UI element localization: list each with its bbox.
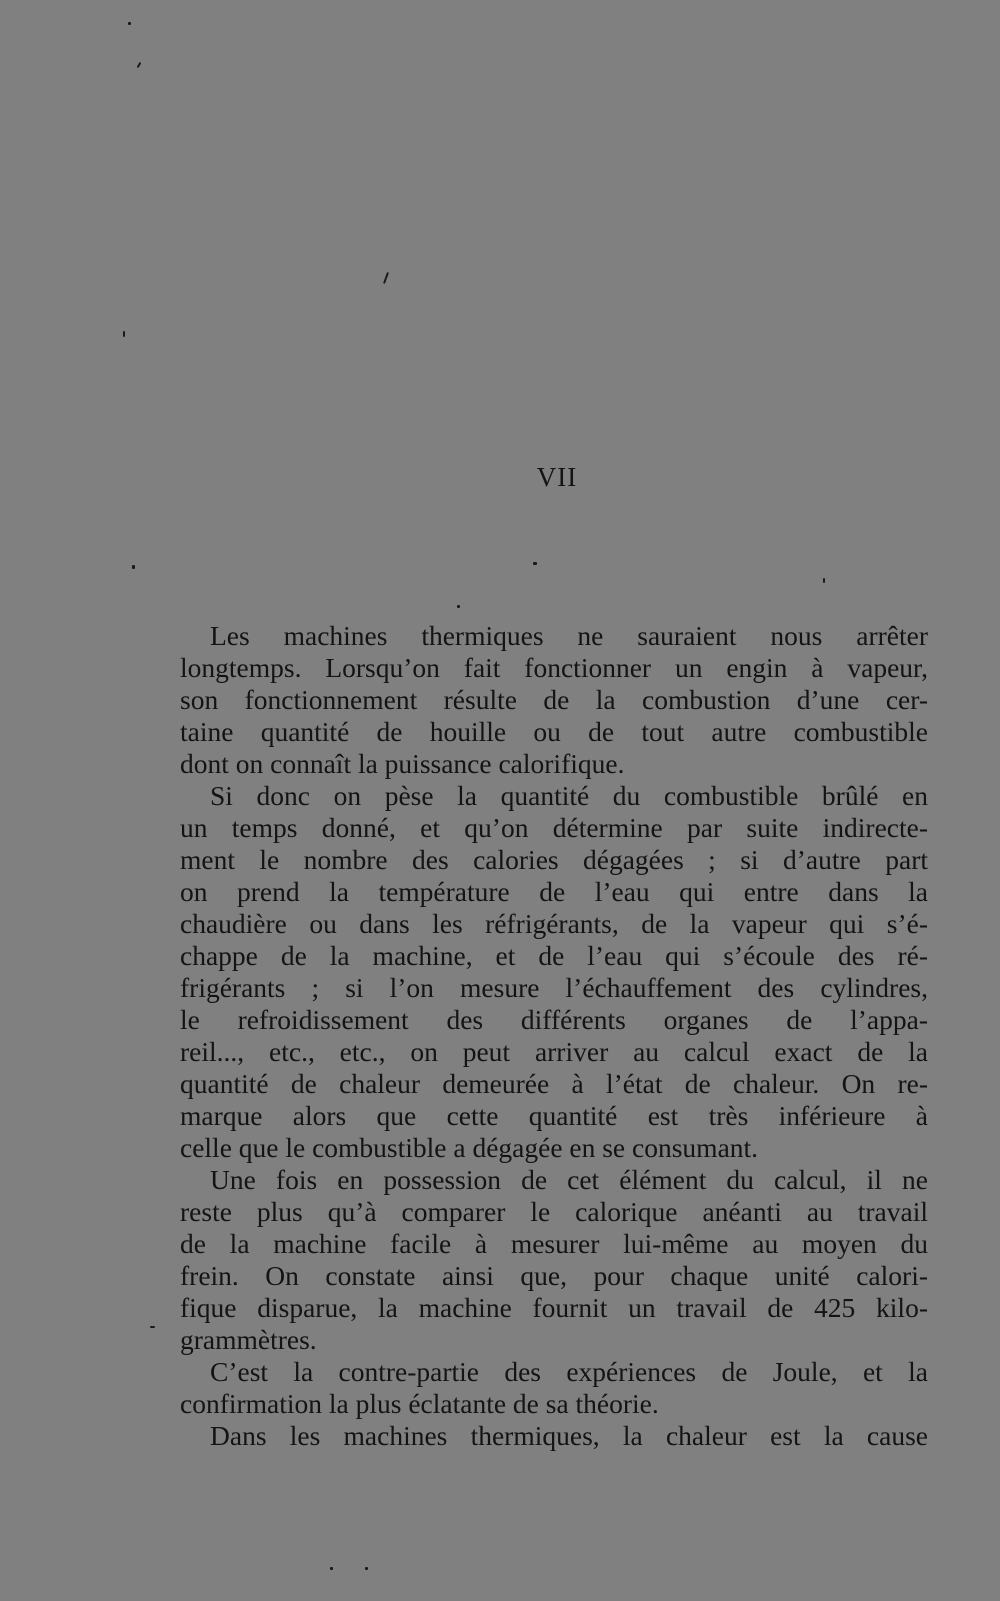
text-line: quantité de chaleur demeurée à l’état de chaleur. On re- xyxy=(180,1068,928,1099)
scan-speck xyxy=(533,562,537,565)
text-line: Si donc on pèse la quantité du combustible brûlé en xyxy=(210,780,928,811)
scan-speck xyxy=(150,1326,155,1328)
text-line: de la machine facile à mesurer lui-même au moyen du xyxy=(180,1228,928,1259)
text-line: ment le nombre des calories dégagées ; si d’autre part xyxy=(180,844,928,875)
text-line: celle que le combustible a dégagée en se consumant. xyxy=(180,1132,759,1163)
text-line: frigérants ; si l’on mesure l’échauffement des cylindres, xyxy=(180,972,928,1003)
scan-speck xyxy=(137,62,142,68)
text-line: Les machines thermiques ne sauraient nous arrêter xyxy=(210,620,928,651)
text-line: le refroidissement des différents organes de l’appa- xyxy=(180,1004,928,1035)
text-line: fique disparue, la machine fournit un travail de 425 kilo- xyxy=(180,1292,928,1323)
text-line: taine quantité de houille ou de tout autre combustible xyxy=(180,716,928,747)
scan-speck xyxy=(823,578,825,583)
text-line: frein. On constate ainsi que, pour chaque unité calori- xyxy=(180,1260,928,1291)
scan-speck xyxy=(330,1567,333,1570)
text-line: un temps donné, et qu’on détermine par suite indirecte- xyxy=(180,812,928,843)
scan-speck xyxy=(123,331,125,337)
text-line: Dans les machines thermiques, la chaleur est la cause xyxy=(210,1420,928,1451)
scan-speck xyxy=(365,1567,368,1570)
text-line: dont on connaît la puissance calorifique. xyxy=(180,748,625,779)
text-line: reil..., etc., etc., on peut arriver au calcul exact de la xyxy=(180,1036,928,1067)
body-text xyxy=(180,620,928,1452)
text-line: Une fois en possession de cet élément du calcul, il ne xyxy=(210,1164,928,1195)
text-line: reste plus qu’à comparer le calorique anéanti au travail xyxy=(180,1196,928,1227)
scan-speck xyxy=(128,22,131,25)
text-line: chaudière ou dans les réfrigérants, de la vapeur qui s’é- xyxy=(180,908,928,939)
text-line: C’est la contre-partie des expériences de Joule, et la xyxy=(210,1356,928,1387)
text-line: longtemps. Lorsqu’on fait fonctionner un engin à vapeur, xyxy=(180,652,928,683)
scan-speck xyxy=(383,272,389,284)
text-line: confirmation la plus éclatante de sa théorie. xyxy=(180,1388,659,1419)
text-line: grammètres. xyxy=(180,1324,317,1355)
text-line: on prend la température de l’eau qui entre dans la xyxy=(180,876,928,907)
scan-speck xyxy=(132,565,135,569)
scan-speck xyxy=(457,605,460,608)
text-line: son fonctionnement résulte de la combustion d’une cer- xyxy=(180,684,928,715)
text-line: chappe de la machine, et de l’eau qui s’écoule des ré- xyxy=(180,940,928,971)
text-line: marque alors que cette quantité est très inférieure à xyxy=(180,1100,928,1131)
page-number: VII xyxy=(536,462,578,492)
